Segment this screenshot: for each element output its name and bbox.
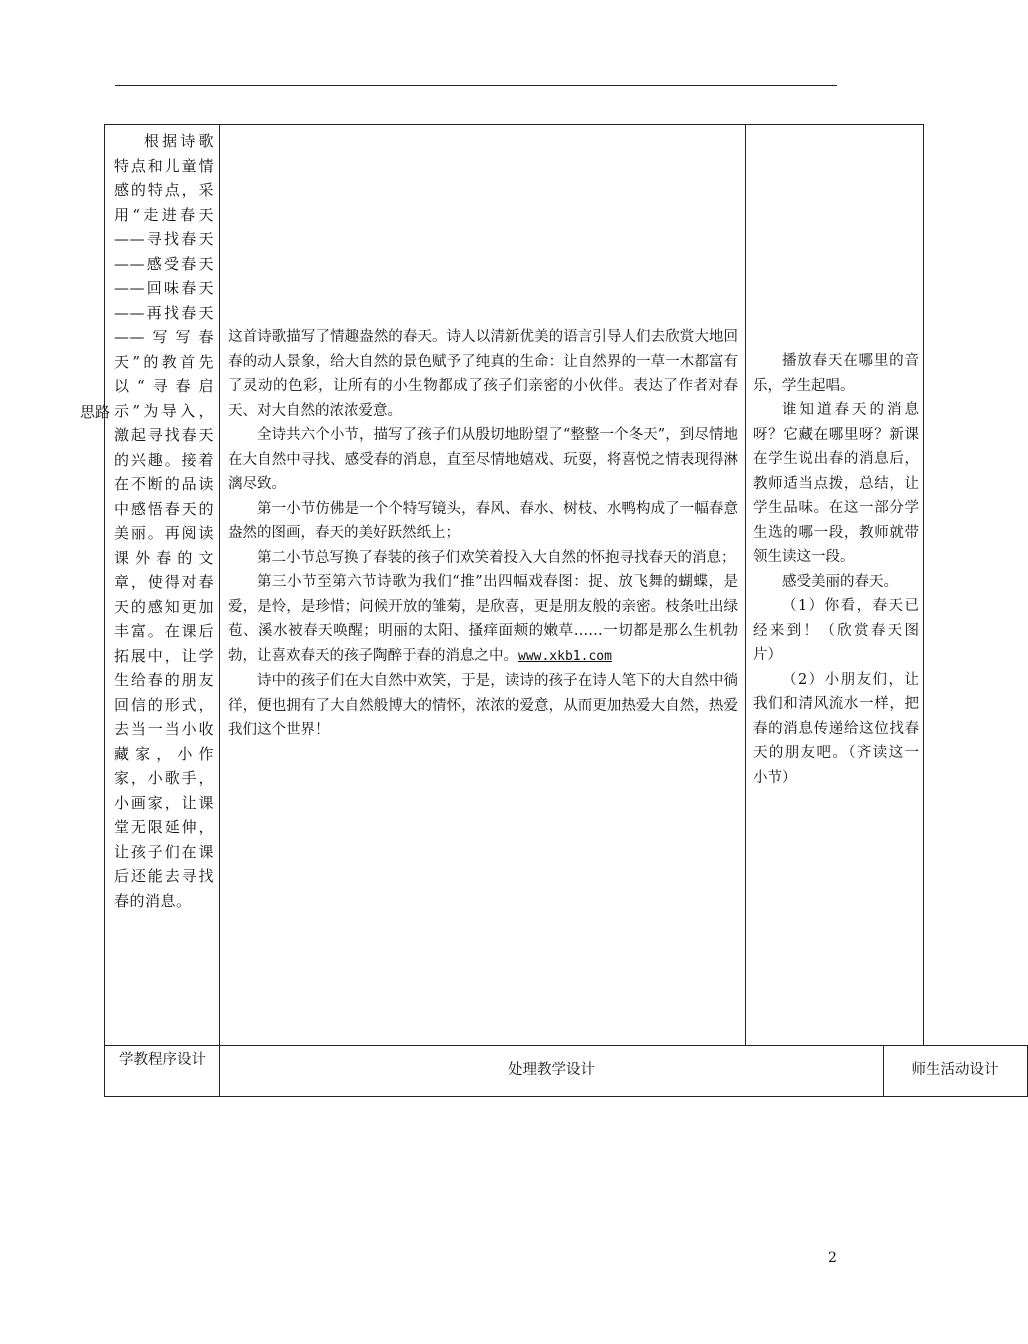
- overlap-label: 思路: [80, 403, 111, 421]
- right-paragraph-5: （2）小朋友们，让我们和清风流水一样，把春的消息传递给这位找春天的朋友吧。（齐读这一小节）: [753, 671, 919, 786]
- footer-cell-activity: 师生活动设计: [883, 1045, 1028, 1097]
- left-paragraph: 根据诗歌特点和儿童情感的特点，采用“走进春天——寻找春天——感受春天——回味春天——再找春天——写写春天”的教首先以“寻春启示”为导入，激起寻找春天的兴趣。接着在不断的品读中感悟春天的美丽。再阅读课外春的文章，使得对春天的感知更加丰富。在课后拓展中，让学生给春的朋友回信的形式，去当一当小收藏家，小作家，小歌手，小画家，让课堂无限延伸，让孩子们在课后还能去寻找春的消息。: [114, 132, 214, 910]
- footer-cell-procedure: 学教程序设计: [104, 1045, 220, 1097]
- mid-paragraph-1: 这首诗歌描写了情趣盎然的春天。诗人以清新优美的语言引导人们去欣赏大地回春的动人景象，给大自然的景色赋予了纯真的生命：让自然界的一草一木都富有了灵动的色彩，让所有的小生物都成了孩子们亲密的小伙伴。表达了作者对春天、对大自然的浓浓爱意。: [228, 329, 738, 419]
- right-paragraph-2: 谁知道春天的消息呀？它藏在哪里呀？新课在学生说出春的消息后，教师适当点拨，总结，让学生品味。在这一部分学生选的哪一段，教师就带领生读这一段。: [753, 402, 919, 565]
- mid-paragraph-6: 诗中的孩子们在大自然中欢笑，于是，读诗的孩子在诗人笔下的大自然中徜徉，便也拥有了大自然般博大的情怀，浓浓的爱意，从而更加热爱大自然，热爱我们这个世界！: [228, 673, 738, 738]
- footer-cell-design: 处理教学设计: [219, 1045, 884, 1097]
- right-paragraph-4: （1）你看，春天已经来到！（欣赏春天图片）: [753, 598, 919, 663]
- mid-paragraph-5-text: 第三小节至第六节诗歌为我们“推”出四幅戏春图：捉、放飞舞的蝴蝶，是爱，是怜，是珍惜；问候开放的雏菊，是欣喜，更是朋友般的亲密。枝条吐出绿苞、溪水被春天唤醒；明丽的太阳、搔痒面颊的嫩草……一切都是那么生机勃勃，让喜欢春天的孩子陶醉于春的消息之中。: [228, 574, 738, 664]
- left-column-text: [114, 129, 214, 913]
- mid-paragraph-2: 全诗共六个小节，描写了孩子们从殷切地盼望了“整整一个冬天”，到尽情地在大自然中寻找、感受春的消息，直至尽情地嬉戏、玩耍，将喜悦之情表现得淋漓尽致。: [228, 427, 738, 492]
- header-rule: [115, 85, 837, 86]
- table-footer-row: [104, 1045, 999, 1097]
- mid-paragraph-4: 第二小节总写换了春装的孩子们欢笑着投入大自然的怀抱寻找春天的消息；: [257, 549, 736, 566]
- source-link[interactable]: www.xkb1.com: [518, 648, 612, 664]
- mid-paragraph-5: [228, 570, 738, 669]
- right-column-text: [753, 349, 919, 790]
- mid-paragraph-3: 第一小节仿佛是一个个特写镜头，春风、春水、树枝、水鸭构成了一幅春意盎然的图画，春天的美好跃然纸上；: [228, 500, 738, 541]
- right-paragraph-3: 感受美丽的春天。: [782, 573, 898, 590]
- right-paragraph-1: 播放春天在哪里的音乐，学生起唱。: [753, 353, 919, 394]
- page-number: 2: [828, 1250, 837, 1266]
- middle-column-text: [228, 325, 738, 743]
